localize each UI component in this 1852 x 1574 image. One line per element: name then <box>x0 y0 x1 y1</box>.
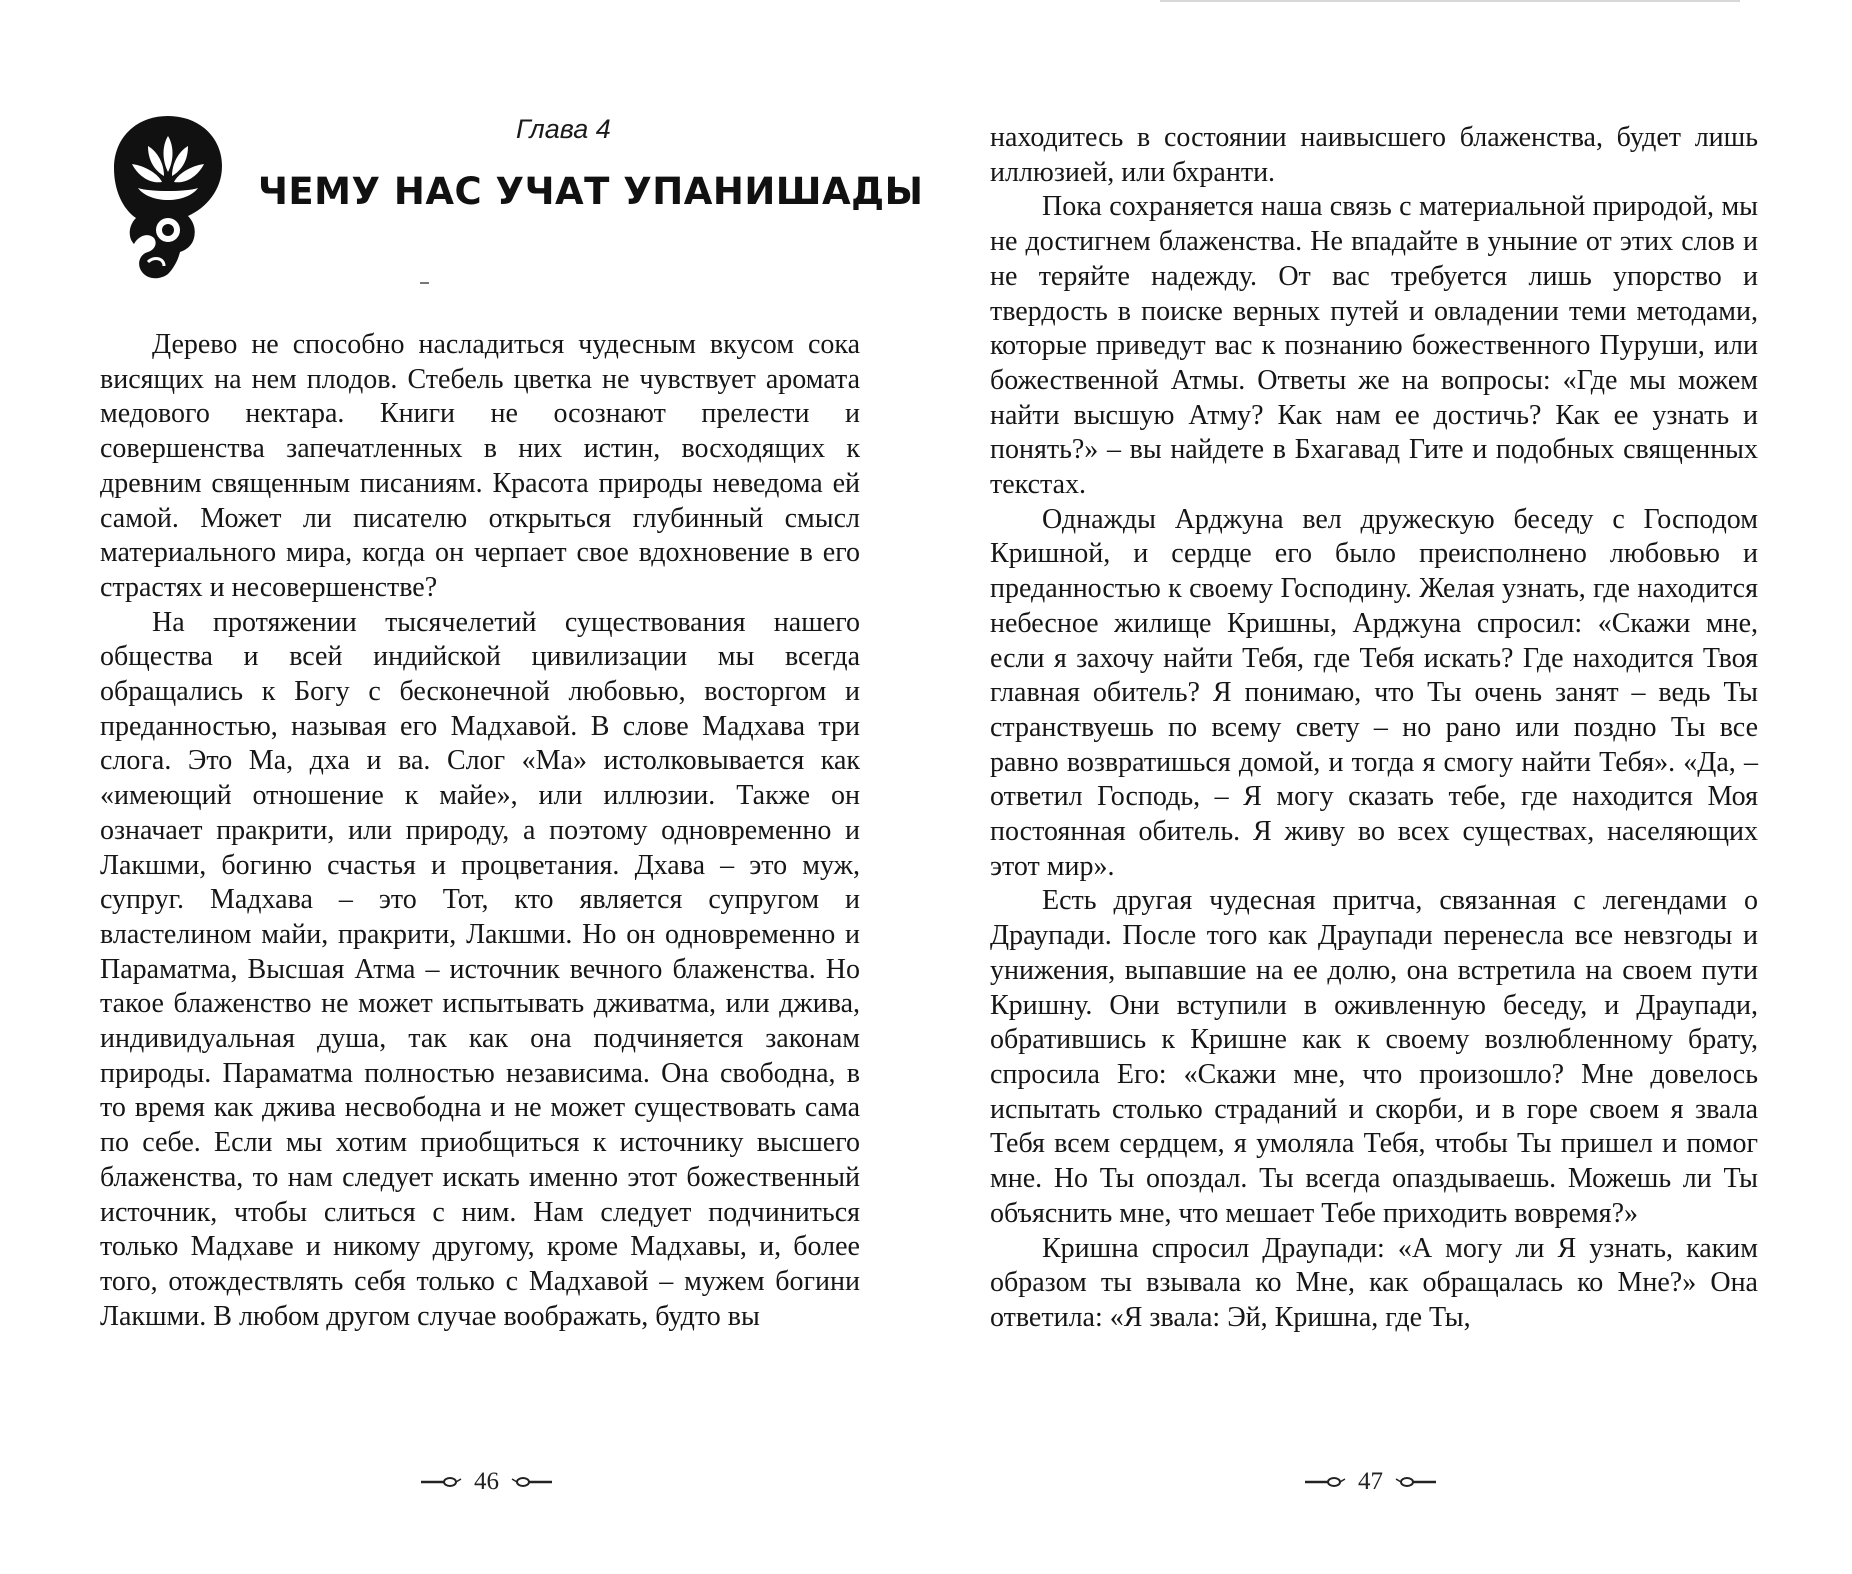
page-number: 46 <box>474 1468 499 1495</box>
right-page-text <box>990 121 1758 1336</box>
page-number: 47 <box>1358 1468 1383 1495</box>
decorative-tick <box>420 282 429 284</box>
paragraph: Однажды Арджуна вел дружескую беседу с Господом Кришной, и сердце его было преисполнено любовью и преданностью к своему Господину. Желая узнать, где находится небесное жилище Кришны, Арджуна спросил: «Скажи мне, если я захочу найти Тебя, где Тебя искать? Где находится Твоя главная обитель? Я понимаю, что Ты очень занят – ведь Ты странствуешь по всему свету – но рано или поздно Ты все равно возвратишься домой, и тогда я смогу найти Тебя». «Да, – ответил Господь, – Я могу сказать тебе, где находится Моя постоянная обитель. Я живу во всех существах, населяющих этот мир». <box>990 503 1758 882</box>
folio-ornament-icon <box>420 1476 462 1488</box>
chapter-title: ЧЕМУ НАС УЧАТ УПАНИШАДЫ <box>258 170 924 213</box>
page-number-left <box>420 1468 553 1496</box>
left-page-text <box>100 328 860 1334</box>
lotus-ornament-icon <box>108 112 228 284</box>
paragraph: находитесь в состоянии наивысшего блаженства, будет лишь иллюзией, или бхранти. <box>990 122 1758 188</box>
chapter-label: Глава 4 <box>516 114 611 144</box>
paragraph: Кришна спросил Драупади: «А могу ли Я узнать, каким образом ты взывала ко Мне, как обращалась ко Мне?» Она ответила: «Я звала: Эй, Кришна, где Ты, <box>990 1232 1758 1333</box>
folio-ornament-icon <box>511 1476 553 1488</box>
page-number-right <box>1304 1468 1437 1496</box>
left-page <box>100 0 924 1574</box>
paragraph: Пока сохраняется наша связь с материальной природой, мы не достигнем блаженства. Не впадайте в уныние от этих слов и не теряйте надежду. От вас требуется лишь упорство и твердость в поиске верных путей и овладении теми методами, которые приведут вас к познанию божественного Пуруши, или божественной Атмы. Ответы же на вопросы: «Где мы можем найти высшую Атму? Как нам ее достичь? Как ее узнать и понять?» – вы найдете в Бхагавад Гите и подобных священных текстах. <box>990 191 1758 501</box>
paragraph: Есть другая чудесная притча, связанная с легендами о Драупади. После того как Драупади перенесла все невзгоды и унижения, выпавшие на ее долю, она встретила на своем пути Кришну. Они вступили в оживленную беседу, и Драупади, обратившись к Кришне как к своему возлюбленному брату, спросила Его: «Скажи мне, что произошло? Мне довелось испытать столько страданий и скорби, и в горе своем я звала Тебя всем сердцем, я умоляла Тебя, чтобы Ты пришел и помог мне. Но Ты опоздал. Ты всегда опаздываешь. Можешь ли Ты объяснить мне, что мешает Тебе приходить вовремя?» <box>990 885 1758 1229</box>
paragraph: На протяжении тысячелетий существования нашего общества и всей индийской цивилизации мы всегда обращались к Богу с бесконечной любовью, восторгом и преданностью, называя его Мадхавой. В слове Мадхава три слога. Это Ма, дха и ва. Слог «Ма» истолковывается как «имеющий отношение к майе», или иллюзии. Также он означает пракрити, или природу, а поэтому одновременно и Лакшми, богиню счастья и процветания. Дхава – это муж, супруг. Мадхава – это Тот, кто является супругом и властелином майи, пракрити, Лакшми. Но он одновременно и Параматма, Высшая Атма – источник вечного блаженства. Но такое блаженство не может испытывать дживатма, или джива, индивидуальная душа, так как она подчиняется законам природы. Параматма полностью независима. Она свободна, в то время как джива несвободна и не может существовать сама по себе. Если мы хотим приобщиться к источнику высшего блаженства, то нам следует искать именно этот божественный источник, чтобы слиться с ним. Нам следует подчиниться только Мадхаве и никому другому, кроме Мадхавы, и, более того, отождествлять себя только с Мадхавой – мужем богини Лакшми. В любом другом случае воображать, будто вы <box>100 606 860 1332</box>
right-page <box>990 0 1758 1574</box>
folio-ornament-icon <box>1395 1476 1437 1488</box>
paragraph: Дерево не способно насладиться чудесным вкусом сока висящих на нем плодов. Стебель цветка не чувствует аромата медового нектара. Книги не осознают прелести и совершенства запечатленных в них истин, восходящих к древним священным писаниям. Красота природы неведома ей самой. Может ли писателю открыться глубинный смысл материального мира, когда он черпает свое вдохновение в его страстях и несовершенстве? <box>100 329 860 603</box>
folio-ornament-icon <box>1304 1476 1346 1488</box>
